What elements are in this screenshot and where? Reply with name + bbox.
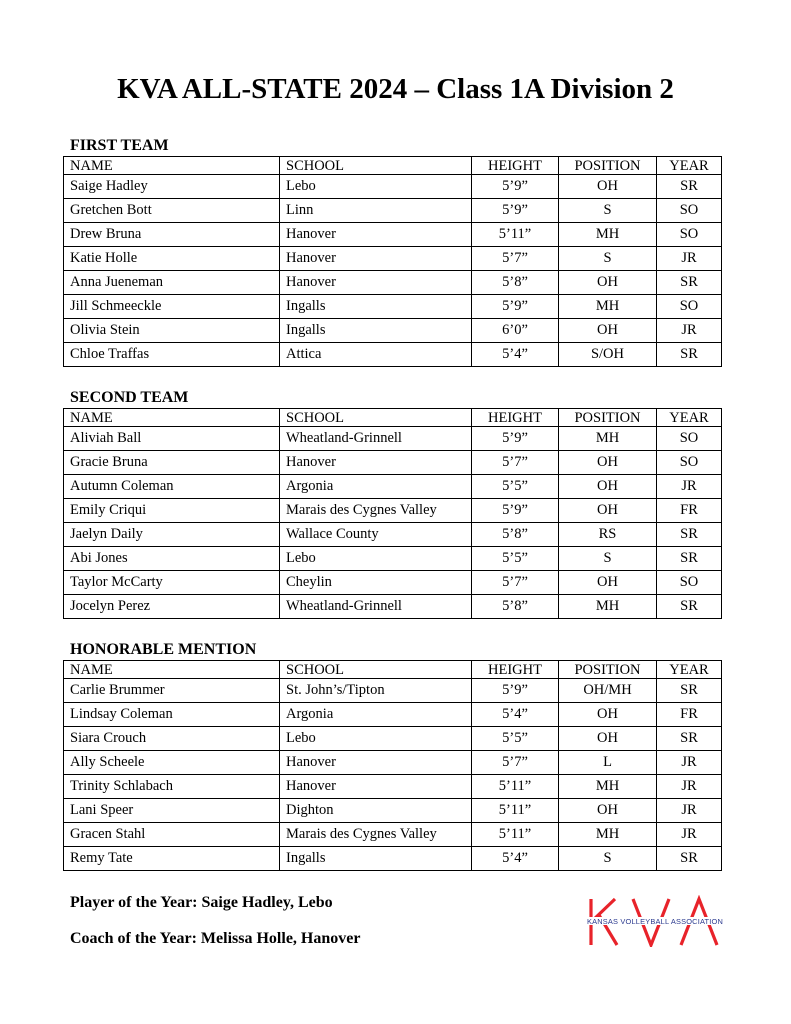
col-position-cell: MH xyxy=(559,595,657,619)
col-height-cell: 5’7” xyxy=(472,247,559,271)
header-col-year: YEAR xyxy=(657,157,722,175)
table-row xyxy=(64,847,722,871)
table-row xyxy=(64,679,722,703)
col-name-cell: Gracie Bruna xyxy=(64,451,280,475)
col-name-cell: Autumn Coleman xyxy=(64,475,280,499)
col-height-cell: 5’9” xyxy=(472,427,559,451)
header-col-height: HEIGHT xyxy=(472,409,559,427)
coach-of-the-year: Coach of the Year: Melissa Holle, Hanover xyxy=(70,930,361,947)
col-name-cell: Ally Scheele xyxy=(64,751,280,775)
col-school-cell: Ingalls xyxy=(280,847,472,871)
table-row xyxy=(64,751,722,775)
table-row xyxy=(64,319,722,343)
col-year-cell: JR xyxy=(657,247,722,271)
col-year-cell: SO xyxy=(657,571,722,595)
col-height-cell: 6’0” xyxy=(472,319,559,343)
col-position-cell: MH xyxy=(559,295,657,319)
col-school-cell: Hanover xyxy=(280,775,472,799)
roster-table xyxy=(63,156,722,367)
col-name-cell: Chloe Traffas xyxy=(64,343,280,367)
col-year-cell: SR xyxy=(657,271,722,295)
header-col-height: HEIGHT xyxy=(472,157,559,175)
col-school-cell: Hanover xyxy=(280,247,472,271)
header-col-school: SCHOOL xyxy=(280,661,472,679)
col-height-cell: 5’5” xyxy=(472,727,559,751)
header-col-position: POSITION xyxy=(559,409,657,427)
table-row xyxy=(64,571,722,595)
col-position-cell: S/OH xyxy=(559,343,657,367)
header-col-name: NAME xyxy=(64,409,280,427)
table-row xyxy=(64,475,722,499)
col-position-cell: OH xyxy=(559,175,657,199)
table-row xyxy=(64,703,722,727)
col-position-cell: OH xyxy=(559,727,657,751)
table-header-row xyxy=(64,409,722,427)
col-school-cell: Hanover xyxy=(280,223,472,247)
col-school-cell: Argonia xyxy=(280,703,472,727)
col-name-cell: Gretchen Bott xyxy=(64,199,280,223)
col-year-cell: JR xyxy=(657,751,722,775)
table-header-row xyxy=(64,157,722,175)
col-school-cell: Wallace County xyxy=(280,523,472,547)
col-position-cell: OH xyxy=(559,271,657,295)
col-position-cell: OH xyxy=(559,571,657,595)
col-position-cell: OH xyxy=(559,499,657,523)
col-position-cell: OH xyxy=(559,799,657,823)
col-height-cell: 5’9” xyxy=(472,679,559,703)
col-year-cell: SR xyxy=(657,547,722,571)
table-row xyxy=(64,799,722,823)
header-col-year: YEAR xyxy=(657,661,722,679)
col-height-cell: 5’4” xyxy=(472,343,559,367)
col-school-cell: Ingalls xyxy=(280,295,472,319)
table-row xyxy=(64,547,722,571)
col-year-cell: SO xyxy=(657,199,722,223)
col-height-cell: 5’9” xyxy=(472,499,559,523)
col-height-cell: 5’5” xyxy=(472,547,559,571)
col-position-cell: L xyxy=(559,751,657,775)
page-title: KVA ALL-STATE 2024 – Class 1A Division 2 xyxy=(117,73,674,105)
col-school-cell: Wheatland-Grinnell xyxy=(280,595,472,619)
table-row xyxy=(64,247,722,271)
col-school-cell: Argonia xyxy=(280,475,472,499)
table-row xyxy=(64,595,722,619)
col-position-cell: S xyxy=(559,547,657,571)
logo-subtitle: KANSAS VOLLEYBALL ASSOCIATION xyxy=(586,917,724,926)
col-position-cell: OH/MH xyxy=(559,679,657,703)
col-name-cell: Saige Hadley xyxy=(64,175,280,199)
col-position-cell: RS xyxy=(559,523,657,547)
table-row xyxy=(64,427,722,451)
col-year-cell: SO xyxy=(657,223,722,247)
col-height-cell: 5’11” xyxy=(472,823,559,847)
header-col-name: NAME xyxy=(64,661,280,679)
col-school-cell: Marais des Cygnes Valley xyxy=(280,823,472,847)
col-position-cell: MH xyxy=(559,427,657,451)
col-school-cell: Cheylin xyxy=(280,571,472,595)
col-school-cell: Linn xyxy=(280,199,472,223)
col-height-cell: 5’4” xyxy=(472,847,559,871)
col-name-cell: Carlie Brummer xyxy=(64,679,280,703)
table-row xyxy=(64,343,722,367)
col-year-cell: FR xyxy=(657,499,722,523)
col-height-cell: 5’8” xyxy=(472,271,559,295)
col-school-cell: Wheatland-Grinnell xyxy=(280,427,472,451)
roster-table xyxy=(63,408,722,619)
roster-table xyxy=(63,660,722,871)
col-position-cell: S xyxy=(559,199,657,223)
col-year-cell: SR xyxy=(657,679,722,703)
col-year-cell: SR xyxy=(657,175,722,199)
section-label: HONORABLE MENTION xyxy=(70,641,257,658)
col-year-cell: SO xyxy=(657,295,722,319)
col-year-cell: JR xyxy=(657,475,722,499)
col-name-cell: Remy Tate xyxy=(64,847,280,871)
col-height-cell: 5’8” xyxy=(472,595,559,619)
col-school-cell: Lebo xyxy=(280,547,472,571)
col-name-cell: Lani Speer xyxy=(64,799,280,823)
header-col-position: POSITION xyxy=(559,661,657,679)
col-name-cell: Drew Bruna xyxy=(64,223,280,247)
col-name-cell: Aliviah Ball xyxy=(64,427,280,451)
header-col-school: SCHOOL xyxy=(280,157,472,175)
table-row xyxy=(64,271,722,295)
table-row xyxy=(64,451,722,475)
col-height-cell: 5’7” xyxy=(472,571,559,595)
col-school-cell: Hanover xyxy=(280,751,472,775)
col-name-cell: Jaelyn Daily xyxy=(64,523,280,547)
header-col-name: NAME xyxy=(64,157,280,175)
section-label: FIRST TEAM xyxy=(70,137,169,154)
col-height-cell: 5’9” xyxy=(472,175,559,199)
col-school-cell: Ingalls xyxy=(280,319,472,343)
col-height-cell: 5’11” xyxy=(472,799,559,823)
col-school-cell: Marais des Cygnes Valley xyxy=(280,499,472,523)
col-name-cell: Trinity Schlabach xyxy=(64,775,280,799)
col-year-cell: JR xyxy=(657,799,722,823)
col-school-cell: Lebo xyxy=(280,727,472,751)
col-school-cell: Hanover xyxy=(280,271,472,295)
col-name-cell: Lindsay Coleman xyxy=(64,703,280,727)
table-row xyxy=(64,823,722,847)
table-row xyxy=(64,499,722,523)
col-name-cell: Katie Holle xyxy=(64,247,280,271)
col-name-cell: Siara Crouch xyxy=(64,727,280,751)
table-row xyxy=(64,199,722,223)
col-height-cell: 5’5” xyxy=(472,475,559,499)
header-col-year: YEAR xyxy=(657,409,722,427)
col-year-cell: SR xyxy=(657,727,722,751)
col-year-cell: SR xyxy=(657,523,722,547)
col-height-cell: 5’11” xyxy=(472,775,559,799)
table-row xyxy=(64,523,722,547)
col-name-cell: Gracen Stahl xyxy=(64,823,280,847)
col-name-cell: Taylor McCarty xyxy=(64,571,280,595)
col-position-cell: OH xyxy=(559,703,657,727)
col-school-cell: Dighton xyxy=(280,799,472,823)
col-position-cell: MH xyxy=(559,223,657,247)
col-year-cell: SO xyxy=(657,451,722,475)
col-school-cell: Hanover xyxy=(280,451,472,475)
col-height-cell: 5’8” xyxy=(472,523,559,547)
col-height-cell: 5’7” xyxy=(472,451,559,475)
table-row xyxy=(64,295,722,319)
col-school-cell: Attica xyxy=(280,343,472,367)
col-position-cell: OH xyxy=(559,319,657,343)
col-year-cell: SR xyxy=(657,343,722,367)
col-position-cell: S xyxy=(559,847,657,871)
col-height-cell: 5’4” xyxy=(472,703,559,727)
section-label: SECOND TEAM xyxy=(70,389,189,406)
col-position-cell: MH xyxy=(559,775,657,799)
col-name-cell: Emily Criqui xyxy=(64,499,280,523)
col-height-cell: 5’7” xyxy=(472,751,559,775)
col-year-cell: SO xyxy=(657,427,722,451)
col-school-cell: Lebo xyxy=(280,175,472,199)
col-year-cell: JR xyxy=(657,319,722,343)
table-row xyxy=(64,727,722,751)
col-year-cell: SR xyxy=(657,847,722,871)
col-height-cell: 5’9” xyxy=(472,295,559,319)
header-col-position: POSITION xyxy=(559,157,657,175)
col-name-cell: Olivia Stein xyxy=(64,319,280,343)
col-school-cell: St. John’s/Tipton xyxy=(280,679,472,703)
col-height-cell: 5’9” xyxy=(472,199,559,223)
col-year-cell: SR xyxy=(657,595,722,619)
col-year-cell: JR xyxy=(657,775,722,799)
player-of-the-year: Player of the Year: Saige Hadley, Lebo xyxy=(70,894,333,911)
col-position-cell: MH xyxy=(559,823,657,847)
header-col-height: HEIGHT xyxy=(472,661,559,679)
col-year-cell: FR xyxy=(657,703,722,727)
col-height-cell: 5’11” xyxy=(472,223,559,247)
table-row xyxy=(64,175,722,199)
col-year-cell: JR xyxy=(657,823,722,847)
col-position-cell: S xyxy=(559,247,657,271)
col-position-cell: OH xyxy=(559,451,657,475)
kva-logo xyxy=(585,895,725,947)
col-name-cell: Jocelyn Perez xyxy=(64,595,280,619)
col-name-cell: Anna Jueneman xyxy=(64,271,280,295)
table-row xyxy=(64,775,722,799)
table-header-row xyxy=(64,661,722,679)
col-position-cell: OH xyxy=(559,475,657,499)
col-name-cell: Abi Jones xyxy=(64,547,280,571)
header-col-school: SCHOOL xyxy=(280,409,472,427)
col-name-cell: Jill Schmeeckle xyxy=(64,295,280,319)
table-row xyxy=(64,223,722,247)
